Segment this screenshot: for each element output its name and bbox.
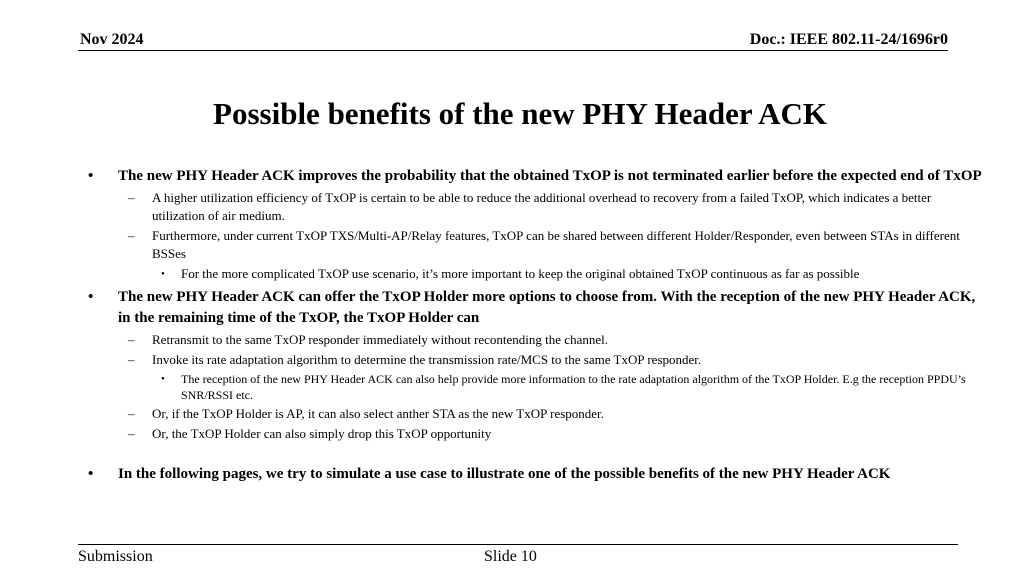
dash-marker: –	[128, 426, 135, 441]
footer-divider	[78, 544, 958, 545]
sub-point-text: Or, the TxOP Holder can also simply drop this TxOP opportunity	[152, 426, 492, 441]
bullet-point-2	[88, 287, 983, 329]
header-divider	[78, 50, 948, 51]
sub-point	[88, 189, 983, 225]
sub-point	[88, 351, 983, 369]
dash-marker: –	[128, 228, 135, 243]
bullet-text: In the following pages, we try to simulate a use case to illustrate one of the possible benefits of the new PHY Header ACK	[118, 466, 891, 482]
header-doc-id: Doc.: IEEE 802.11-24/1696r0	[749, 31, 948, 48]
dash-marker: –	[128, 190, 135, 205]
footer-submission: Submission	[78, 548, 153, 565]
bullet-marker: •	[88, 289, 94, 305]
slide-title: Possible benefits of the new PHY Header ACK	[213, 96, 827, 131]
sub-point	[88, 331, 983, 349]
dash-marker: –	[128, 406, 135, 421]
bullet-text: The new PHY Header ACK improves the probability that the obtained TxOP is not terminated earlier before the expected end of TxOP	[118, 168, 982, 184]
bullet-point-3	[88, 464, 983, 485]
sub-point-text: A higher utilization efficiency of TxOP is certain to be able to reduce the additional overhead to recovery from a failed TxOP, which indicates a better utilization of air medium.	[152, 190, 932, 223]
sub-point-text: Retransmit to the same TxOP responder immediately without recontending the channel.	[152, 332, 608, 347]
bullet-marker: •	[88, 466, 94, 482]
sub-point	[88, 425, 983, 443]
bullet-point-1	[88, 166, 983, 187]
sub-sub-point	[88, 265, 983, 283]
sub-sub-point-text: The reception of the new PHY Header ACK can also help provide more information to the rate adaptation algorithm of the TxOP Holder. E.g the reception PPDU’s SNR/RSSI etc.	[181, 372, 966, 402]
sub-point-text: Or, if the TxOP Holder is AP, it can also select anther STA as the new TxOP responder.	[152, 406, 604, 421]
sub-sub-point	[88, 371, 983, 403]
slide-number: Slide 10	[484, 548, 537, 565]
bullet-text: The new PHY Header ACK can offer the TxOP Holder more options to choose from. With the reception of the new PHY Header ACK, in the remaining time of the TxOP, the TxOP Holder can	[118, 289, 976, 326]
sub-point-text: Furthermore, under current TxOP TXS/Multi-AP/Relay features, TxOP can be shared between different Holder/Responder, even between STAs in different BSSes	[152, 228, 960, 261]
sub-point-text: Invoke its rate adaptation algorithm to determine the transmission rate/MCS to the same TxOP responder.	[152, 352, 702, 367]
sub-sub-point-text: For the more complicated TxOP use scenario, it’s more important to keep the original obtained TxOP continuous as far as possible	[181, 266, 860, 281]
bullet-marker: •	[161, 268, 165, 280]
dash-marker: –	[128, 352, 135, 367]
header-date: Nov 2024	[80, 31, 144, 48]
bullet-marker: •	[161, 373, 165, 385]
sub-point	[88, 405, 983, 423]
bullet-marker: •	[88, 168, 94, 184]
sub-point	[88, 227, 983, 263]
slide-body	[88, 166, 983, 485]
dash-marker: –	[128, 332, 135, 347]
